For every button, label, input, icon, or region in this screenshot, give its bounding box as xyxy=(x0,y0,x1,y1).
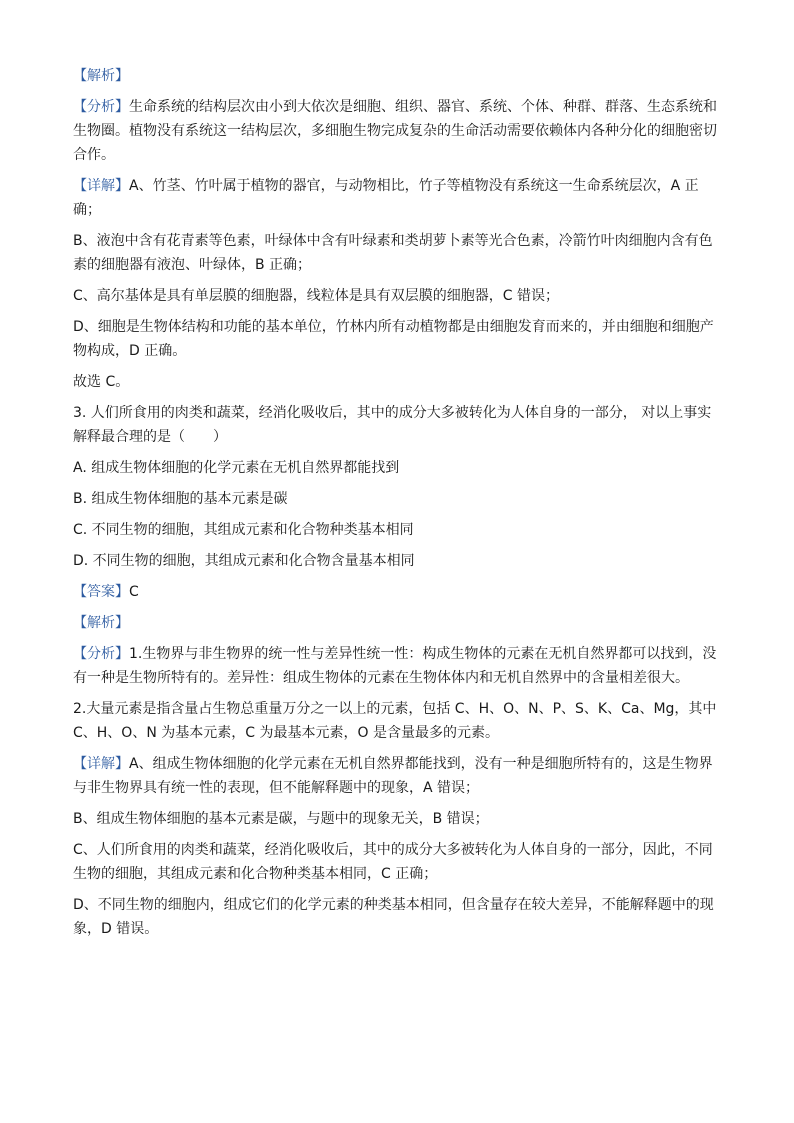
paragraph-text: D、不同生物的细胞内，组成它们的化学元素的种类基本相同，但含量存在较大差异，不能解释题中的现象，D 错误。 xyxy=(73,897,714,937)
paragraph-text: 1.生物界与非生物界的统一性与差异性统一性：构成生物体的元素在无机自然界都可以找到，没有一种是生物所特有的。差异性：组成生物体的元素在生物体体内和无机自然界中的含量相差很大。 xyxy=(73,646,717,686)
paragraph-text: 故选 C。 xyxy=(73,374,130,390)
option-d xyxy=(73,549,723,573)
paragraph-text: D、细胞是生物体结构和功能的基本单位，竹林内所有动植物都是由细胞发育而来的，并由细胞和细胞产物构成，D 正确。 xyxy=(73,319,714,359)
option-c xyxy=(73,518,723,542)
section-tag: 【详解】 xyxy=(73,178,129,194)
option-a xyxy=(73,456,723,480)
section-tag: 【分析】 xyxy=(73,646,129,662)
analysis-paragraph xyxy=(73,697,723,745)
paragraph-text: A、组成生物体细胞的化学元素在无机自然界都能找到，没有一种是细胞所特有的，这是生物界与非生物界具有统一性的表现，但不能解释题中的现象，A 错误； xyxy=(73,756,713,796)
detail-paragraph xyxy=(73,315,723,363)
analysis-paragraph xyxy=(73,95,723,167)
paragraph-text: B、组成生物体细胞的基本元素是碳，与题中的现象无关，B 错误； xyxy=(73,811,489,827)
detail-paragraph xyxy=(73,284,723,308)
analysis-heading xyxy=(73,64,723,88)
question-stem xyxy=(73,401,723,449)
paragraph-text: C、人们所食用的肉类和蔬菜，经消化吸收后，其中的成分大多被转化为人体自身的一部分，因此，不同生物的细胞，其组成元素和化合物种类基本相同，C 正确； xyxy=(73,842,713,882)
paragraph-text: C xyxy=(129,584,139,600)
paragraph-text: B、液泡中含有花青素等色素，叶绿体中含有叶绿素和类胡萝卜素等光合色素，冷箭竹叶肉细胞内含有色素的细胞器有液泡、叶绿体，B 正确； xyxy=(73,233,713,273)
paragraph-text: 2.大量元素是指含量占生物总重量万分之一以上的元素，包括 C、H、O、N、P、S、K、Ca、Mg，其中 C、H、O、N 为基本元素，C 为最基本元素，O 是含量最多的元素。 xyxy=(73,701,721,741)
answer-paragraph xyxy=(73,580,723,604)
detail-paragraph xyxy=(73,807,723,831)
paragraph-text: D. 不同生物的细胞，其组成元素和化合物含量基本相同 xyxy=(73,553,415,569)
paragraph-text: B. 组成生物体细胞的基本元素是碳 xyxy=(73,491,288,507)
detail-paragraph xyxy=(73,174,723,222)
detail-paragraph xyxy=(73,229,723,277)
detail-paragraph xyxy=(73,752,723,800)
analysis-paragraph xyxy=(73,642,723,690)
option-b xyxy=(73,487,723,511)
section-tag: 【解析】 xyxy=(73,615,129,631)
detail-paragraph xyxy=(73,893,723,941)
document-page xyxy=(73,64,723,948)
paragraph-text: A、竹茎、竹叶属于植物的器官，与动物相比，竹子等植物没有系统这一生命系统层次，A 正确； xyxy=(73,178,699,218)
paragraph-text: C、高尔基体是具有单层膜的细胞器，线粒体是具有双层膜的细胞器，C 错误； xyxy=(73,288,559,304)
paragraph-text: C. 不同生物的细胞，其组成元素和化合物种类基本相同 xyxy=(73,522,414,538)
paragraph-text: A. 组成生物体细胞的化学元素在无机自然界都能找到 xyxy=(73,460,400,476)
section-tag: 【分析】 xyxy=(73,99,129,115)
section-tag: 【答案】 xyxy=(73,584,129,600)
paragraph-text: 生命系统的结构层次由小到大依次是细胞、组织、器官、系统、个体、种群、群落、生态系统和生物圈。植物没有系统这一结构层次，多细胞生物完成复杂的生命活动需要依赖体内各种分化的细胞密切合作。 xyxy=(73,99,717,163)
section-tag: 【解析】 xyxy=(73,68,129,84)
detail-paragraph xyxy=(73,838,723,886)
section-tag: 【详解】 xyxy=(73,756,129,772)
conclusion-paragraph xyxy=(73,370,723,394)
analysis-heading xyxy=(73,611,723,635)
paragraph-text: 3. 人们所食用的肉类和蔬菜，经消化吸收后，其中的成分大多被转化为人体自身的一部分， 对以上事实解释最合理的是（ ） xyxy=(73,405,712,445)
